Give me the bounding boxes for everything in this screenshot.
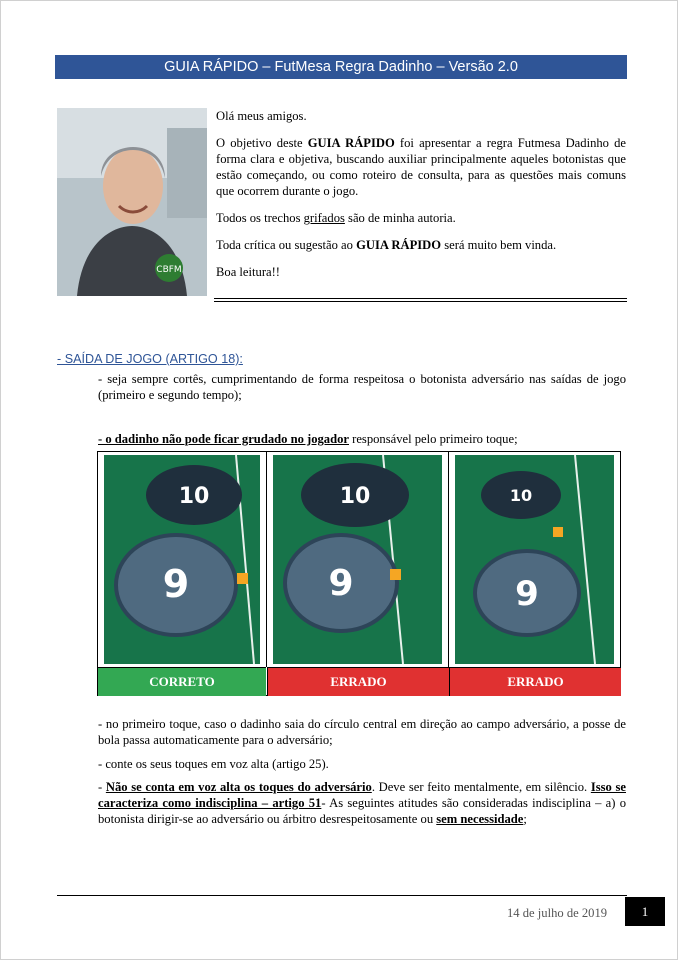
intro-divider	[214, 298, 627, 299]
item-count-touches: - conte os seus toques em voz alta (artigo 25).	[98, 757, 329, 771]
item-first-touch: - no primeiro toque, caso o dadinho saia do círculo central em direção ao campo adversário, a posse de bola passa automaticamente para o adversário;	[98, 717, 626, 747]
label-wrong-2: ERRADO	[449, 667, 621, 696]
label-wrong-1: ERRADO	[267, 667, 449, 696]
author-photo	[57, 108, 207, 296]
svg-text:9: 9	[515, 574, 539, 614]
label-correct: CORRETO	[98, 667, 266, 696]
item-dadinho-rule: - o dadinho não pode ficar grudado no jogador responsável pelo primeiro toque;	[98, 432, 518, 446]
page-number: 1	[625, 897, 665, 926]
photo-wrong-1	[267, 452, 449, 667]
comparison-figure	[97, 451, 621, 696]
document-title: GUIA RÁPIDO – FutMesa Regra Dadinho – Versão 2.0	[55, 55, 627, 79]
greeting: Olá meus amigos.	[216, 109, 307, 123]
photo-correct	[98, 452, 267, 667]
photo-wrong-2	[449, 452, 621, 667]
intro-paragraph-1: O objetivo deste GUIA RÁPIDO foi apresentar a regra Futmesa Dadinho de forma clara e objetiva, buscando auxiliar principalmente aqueles botonistas que estão começando, ou como roteiro de consulta, para as questões mais comuns que ocorrem durante o jogo.	[216, 136, 627, 198]
item-indiscipline: - Não se conta em voz alta os toques do adversário. Deve ser feito mentalmente, em silêncio. Isso se caracteriza como indisciplina – artigo 51- As seguintes atitudes são consideradas indisciplina – a) o botonista dirigir-se ao adversário ou árbitro desrespeitosamente ou sem necessidade;	[98, 780, 627, 826]
intro-divider-2	[214, 301, 627, 302]
item-courtesy: - seja sempre cortês, cumprimentando de forma respeitosa o botonista adversário nas saídas de jogo (primeiro e segundo tempo);	[98, 372, 626, 402]
svg-text:9: 9	[162, 562, 190, 606]
intro-paragraph-3: Toda crítica ou sugestão ao GUIA RÁPIDO será muito bem vinda.	[216, 238, 557, 252]
intro-text	[216, 108, 626, 291]
svg-text:10: 10	[509, 486, 533, 505]
svg-text:10: 10	[178, 484, 210, 509]
svg-text:10: 10	[339, 484, 371, 509]
footer-divider	[57, 895, 627, 896]
svg-text:CBFM: CBFM	[156, 265, 182, 275]
footer-date: 14 de julho de 2019	[507, 906, 608, 920]
closing: Boa leitura!!	[216, 265, 280, 279]
intro-paragraph-2: Todos os trechos grifados são de minha autoria.	[216, 211, 456, 225]
svg-text:9: 9	[328, 563, 354, 604]
section-heading: - SAÍDA DE JOGO (ARTIGO 18):	[57, 352, 243, 366]
